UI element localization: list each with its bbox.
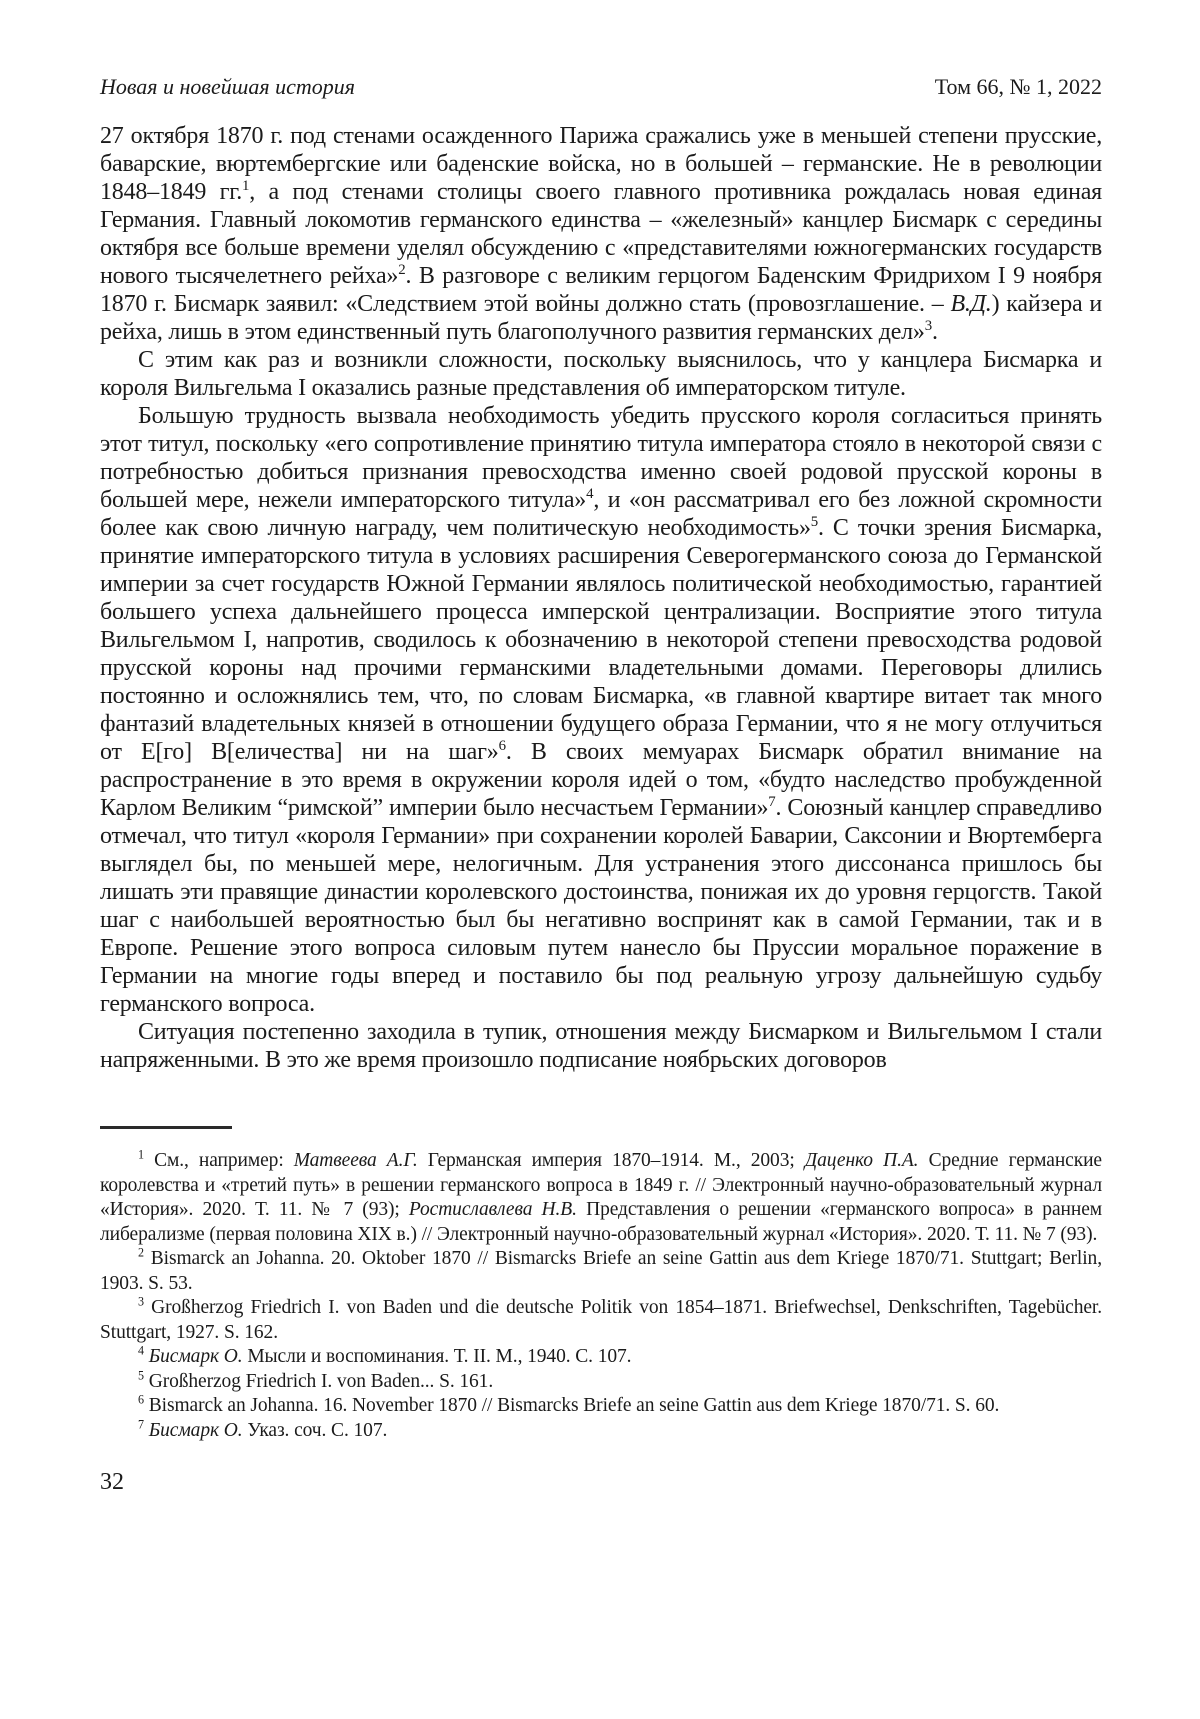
- footnote-separator-rule: [100, 1126, 232, 1129]
- text-run: Bismarck an Johanna. 20. Oktober 1870 // Bismarcks Briefe an seine Gattin aus dem Kriege 1870/71. Stuttgart; Berlin, 1903. S. 53.: [100, 1248, 1102, 1294]
- footnote-item: [100, 1345, 1102, 1370]
- text-run: . В разговоре с великим герцогом Баденским Фридрихом I 9 ноября 1870 г. Бисмарк заявил: «Следствием этой войны должно стать (провозглашение. –: [100, 263, 1102, 317]
- text-run: . С точки зрения Бисмарка, принятие императорского титула в условиях расширения Северогерманского союза до Германской империи за счет государств Южной Германии являлось политической необходимостью, гарантией большего успеха дальнейшего процесса имперской централизации. Восприятие этого титула Вильгельмом I, напротив, сводилось к обозначению в некоторой степени превосходства родовой прусской короны над прочими германскими владетельными домами. Переговоры длились постоянно и осложнялись тем, что, по словам Бисмарка, «в главной квартире витает так много фантазий владетельных князей в отношении будущего образа Германии, что я не могу отлучиться от Е[го] В[еличества] ни на шаг»: [100, 515, 1102, 765]
- footnote-marker: 4: [138, 1343, 144, 1358]
- text-run: ) кайзера и рейха, лишь в этом единственный путь благополучного развития германских дел»: [100, 291, 1102, 345]
- footnote-item: [100, 1296, 1102, 1345]
- italic-text: Даценко П.А.: [804, 1150, 919, 1171]
- footnote-marker: 3: [924, 318, 932, 334]
- footnote-marker: 1: [138, 1147, 144, 1162]
- footnote-item: [100, 1419, 1102, 1444]
- body-paragraph: [100, 122, 1102, 346]
- text-run: См., например:: [143, 1150, 294, 1171]
- text-run: , и «он рассматривал его без ложной скромности более как свою личную награду, чем политическую необходимость»: [100, 487, 1102, 541]
- footnote-marker: 1: [242, 178, 250, 194]
- text-run: 27 октября 1870 г. под стенами осажденного Парижа сражались уже в меньшей степени прусские, баварские, вюртембергские или баденские войска, но в большей – германские. Не в революции 1848–1849 гг.: [100, 123, 1102, 205]
- text-run: Мысли и воспоминания. Т. II. М., 1940. С. 107.: [242, 1346, 632, 1367]
- footnote-marker: 3: [138, 1294, 144, 1309]
- italic-text: В.Д.: [950, 291, 992, 317]
- footnote-item: [100, 1394, 1102, 1419]
- footnote-item: [100, 1370, 1102, 1395]
- italic-text: Ростиславлева Н.В.: [408, 1199, 577, 1220]
- text-run: Ситуация постепенно заходила в тупик, отношения между Бисмарком и Вильгельмом I стали напряженными. В это же время произошло подписание ноябрьских договоров: [100, 1019, 1102, 1073]
- text-run: Средние германские королевства и «третий путь» в решении германского вопроса в 1849 г. // Электронный научно-образовательный журнал «История». 2020. Т. 11. № 7 (93);: [100, 1150, 1102, 1220]
- footnotes-block: [100, 1149, 1102, 1443]
- body-paragraph: [100, 1018, 1102, 1074]
- running-head: [100, 74, 1102, 100]
- text-run: Großherzog Friedrich I. von Baden und die deutsche Politik von 1854–1871. Briefwechsel, Denkschriften, Tagebücher. Stuttgart, 1927. S. 162.: [100, 1297, 1102, 1343]
- journal-title: Новая и новейшая история: [100, 74, 355, 99]
- text-run: Германская империя 1870–1914. М., 2003;: [417, 1150, 805, 1171]
- text-run: .: [931, 319, 938, 345]
- footnote-marker: 2: [398, 262, 406, 278]
- article-body-text: [100, 122, 1102, 1074]
- italic-text: Матвеева А.Г.: [293, 1150, 418, 1171]
- text-run: . Союзный канцлер справедливо отмечал, что титул «короля Германии» при сохранении королей Баварии, Саксонии и Вюртемберга выглядел бы, по меньшей мере, нелогичным. Для устранения этого диссонанса пришлось бы лишать эти правящие династии королевского достоинства, понижая их до уровня герцогств. Такой шаг с наибольшей вероятностью был бы негативно воспринят как в самой Германии, так и в Европе. Решение этого вопроса силовым путем нанесло бы Пруссии моральное поражение в Германии на многие годы вперед и поставило бы под реальную угрозу дальнейшую судьбу германского вопроса.: [100, 795, 1102, 1017]
- footnote-marker: 7: [138, 1417, 144, 1431]
- italic-text: Бисмарк О.: [148, 1419, 243, 1441]
- text-run: Указ. соч. С. 107.: [242, 1419, 388, 1441]
- text-run: Представления о решении «германского вопроса» в раннем либерализме (первая половина XIX в.) // Электронный научно-образовательный журнал «История». 2020. Т. 11. № 7 (93).: [100, 1199, 1102, 1245]
- italic-text: Бисмарк О.: [148, 1346, 243, 1367]
- text-run: . В своих мемуарах Бисмарк обратил внимание на распространение в это время в окружении короля идей о том, «будто наследство пробужденной Карлом Великим “римской” империи было несчастьем Германии»: [100, 739, 1102, 821]
- text-run: Bismarck an Johanna. 16. November 1870 // Bismarcks Briefe an seine Gattin aus dem Kriege 1870/71. S. 60.: [143, 1395, 1000, 1416]
- issue-info: Том 66, № 1, 2022: [934, 74, 1102, 99]
- footnote-marker: 6: [138, 1392, 144, 1407]
- footnote-marker: 4: [586, 486, 594, 502]
- footnote-marker: 5: [138, 1368, 144, 1382]
- footnote-item: [100, 1247, 1102, 1296]
- text-run: , а под стенами столицы своего главного противника рождалась новая единая Германия. Главный локомотив германского единства – «железный» канцлер Бисмарк с середины октября все больше времени уделял обсуждению с «представителями южногерманских государств нового тысячелетнего рейха»: [100, 179, 1102, 289]
- footnote-marker: 5: [810, 514, 819, 530]
- text-run: Großherzog Friedrich I. von Baden... S. 161.: [143, 1370, 494, 1392]
- text-run: Большую трудность вызвала необходимость убедить прусского короля согласиться принять этот титул, поскольку «его сопротивление принятию титула императора стояло в некоторой связи с потребностью добиться признания превосходства именно своей родовой прусской короны в большей мере, нежели императорского титула»: [100, 403, 1102, 513]
- footnote-marker: 7: [768, 794, 776, 810]
- page-number: 32: [100, 1469, 124, 1495]
- footnote-item: [100, 1149, 1102, 1247]
- text-run: С этим как раз и возникли сложности, поскольку выяснилось, что у канцлера Бисмарка и короля Вильгельма I оказались разные представления об императорском титуле.: [100, 347, 1102, 401]
- footnote-marker: 6: [498, 738, 506, 754]
- footnote-marker: 2: [138, 1245, 144, 1260]
- body-paragraph: [100, 402, 1102, 1018]
- body-paragraph: [100, 346, 1102, 402]
